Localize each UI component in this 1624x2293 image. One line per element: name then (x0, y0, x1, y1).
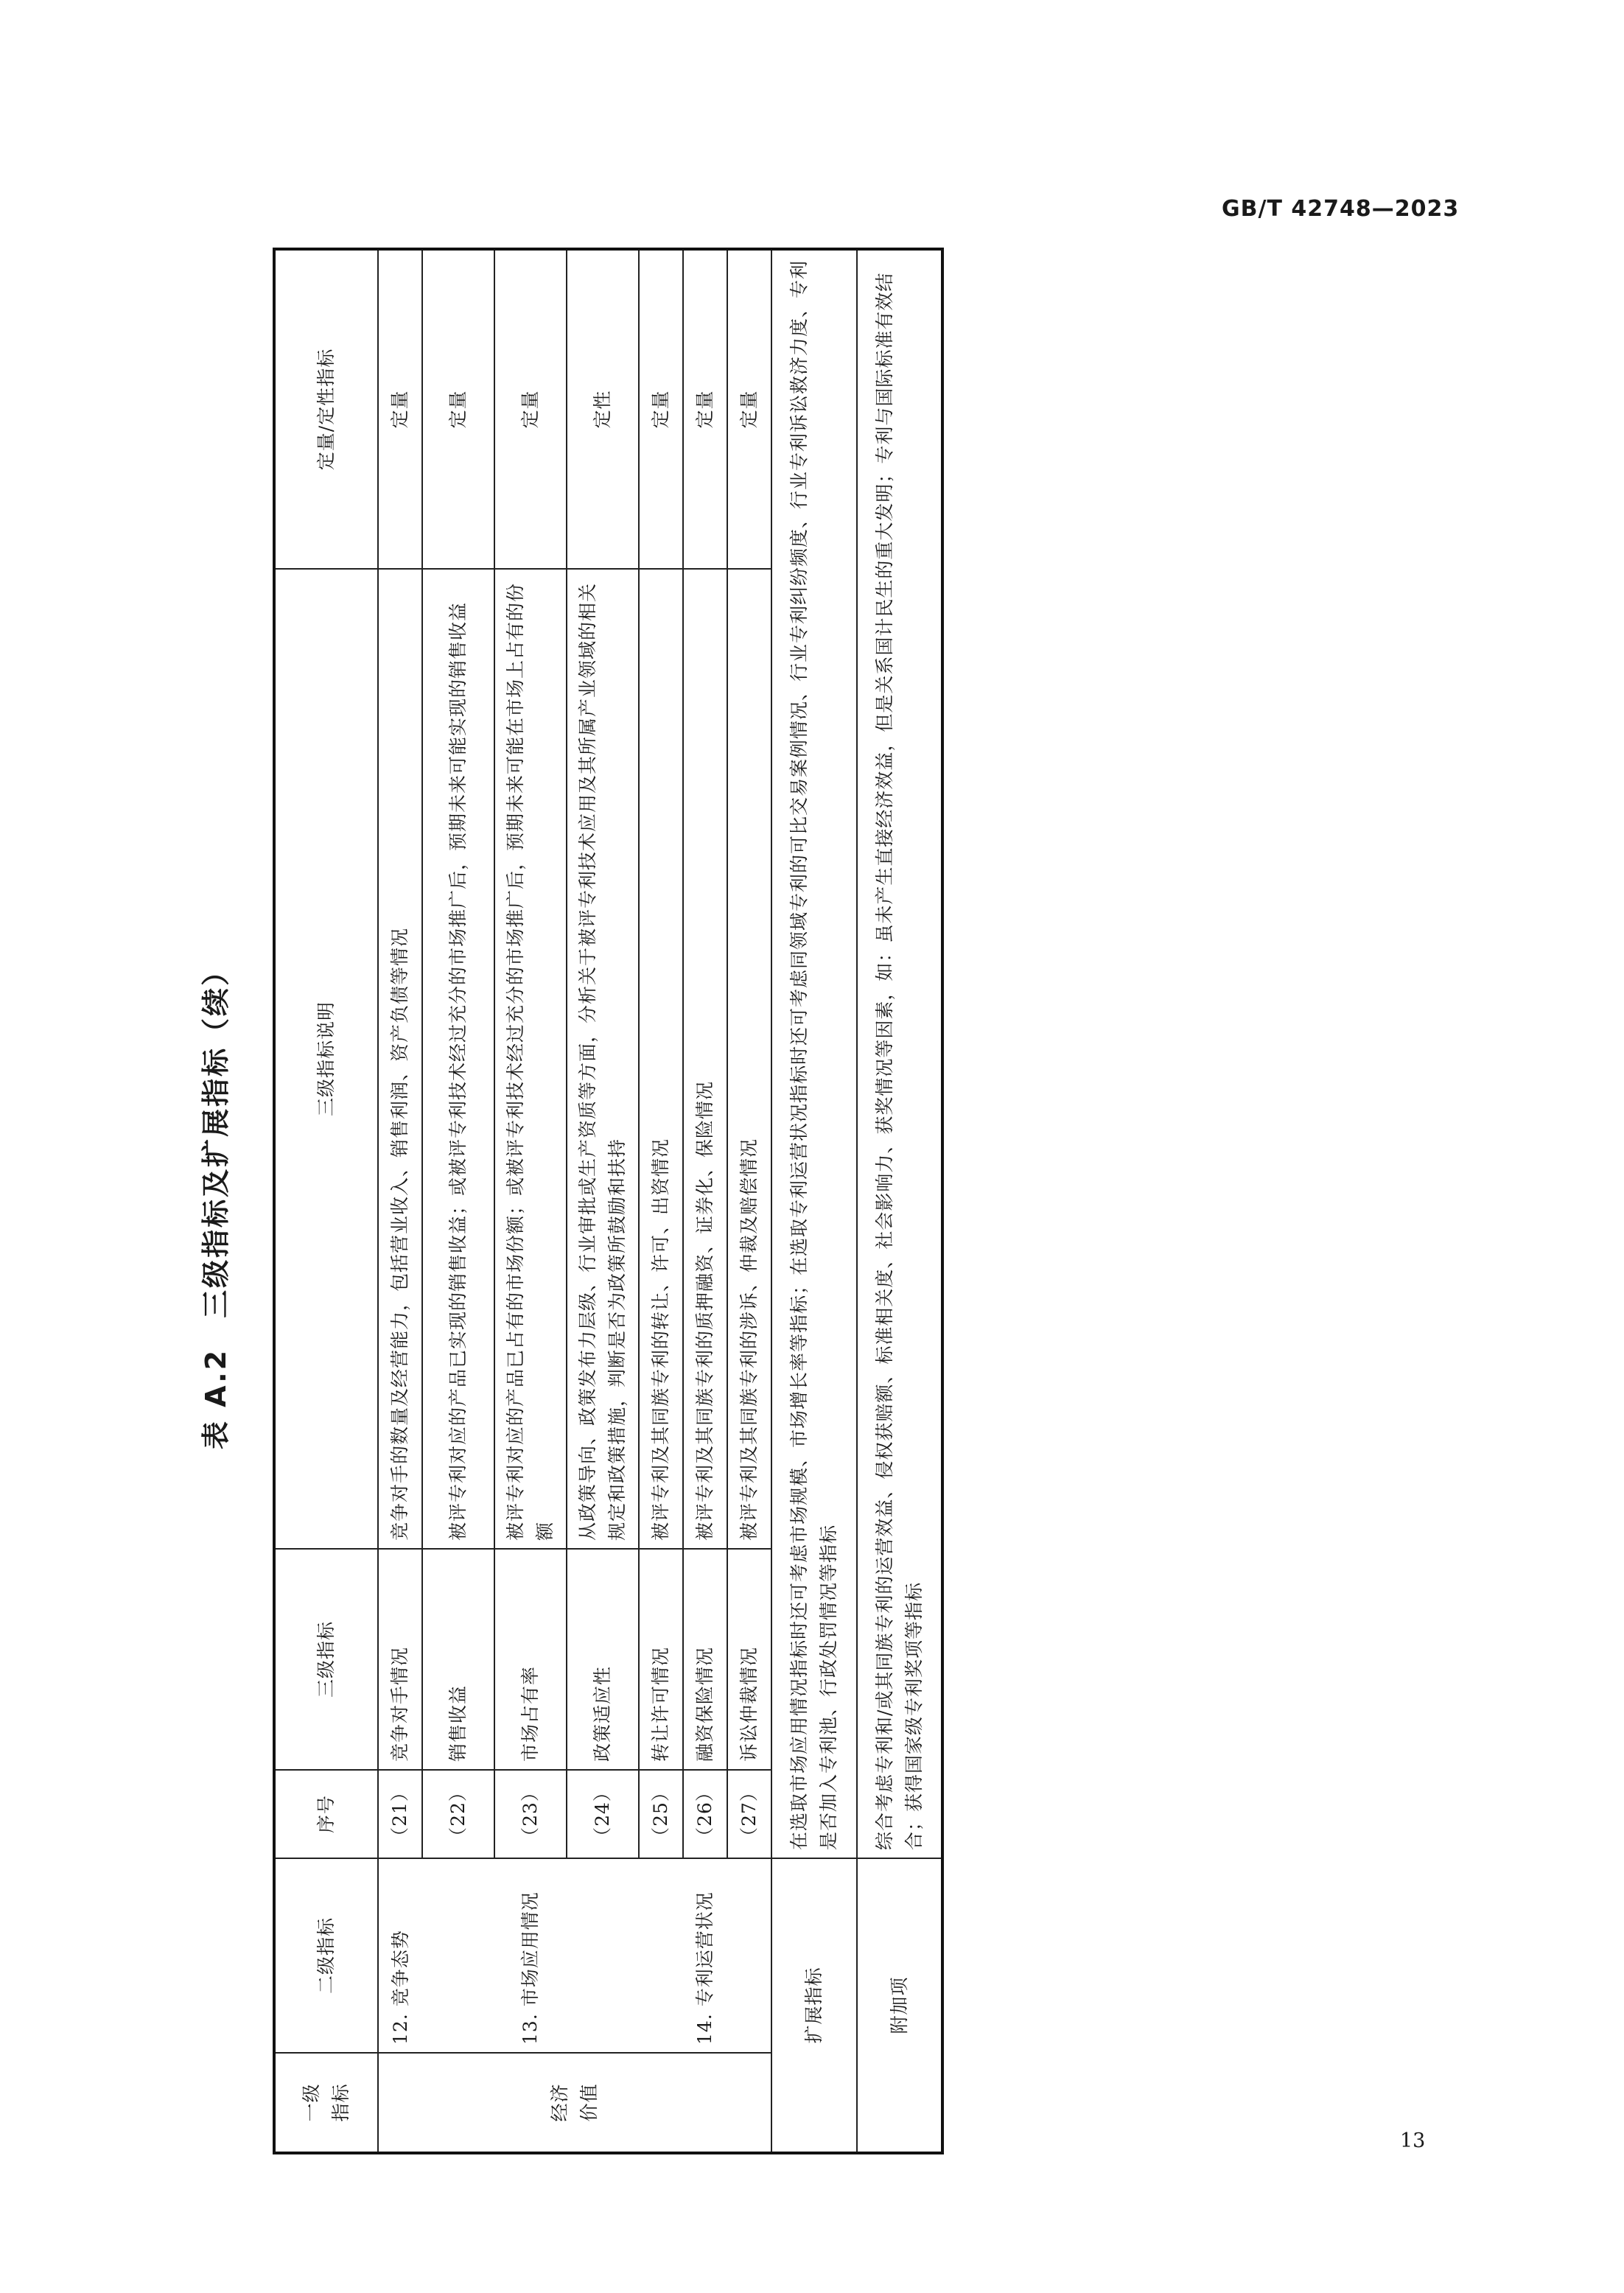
level3-cell: 政策适应性 (567, 1549, 639, 1770)
header-seq: 序号 (274, 1770, 378, 1858)
seq-cell: （27） (727, 1770, 771, 1858)
type-cell: 定量 (378, 249, 422, 569)
rotated-table-region (200, 251, 1076, 2154)
header-desc: 三级指标说明 (274, 569, 378, 1549)
table-caption: 表 A.2 三级指标及扩展指标（续） (200, 955, 232, 1450)
additional-label: 附加项 (857, 1858, 942, 2153)
type-cell: 定量 (683, 249, 727, 569)
table-row (683, 249, 727, 2153)
group-spacer (567, 1858, 639, 2053)
type-cell: 定量 (494, 249, 567, 569)
extension-label: 扩展指标 (771, 1858, 857, 2153)
type-cell: 定量 (727, 249, 771, 569)
extension-row (771, 249, 857, 2153)
desc-cell: 被评专利对应的产品已实现的销售收益；或被评专利技术经过充分的市场推广后，预期未来可能实现的销售收益 (422, 569, 494, 1549)
group-spacer (422, 1858, 494, 2053)
table-row (727, 249, 771, 2153)
type-cell: 定性 (567, 249, 639, 569)
indicator-table (273, 248, 944, 2154)
level3-cell: 市场占有率 (494, 1549, 567, 1770)
type-cell: 定量 (639, 249, 683, 569)
desc-cell: 被评专利及其同族专利的转让、许可、出资情况 (639, 569, 683, 1549)
table-row (494, 249, 567, 2153)
desc-cell: 被评专利对应的产品已占有的市场份额；或被评专利技术经过充分的市场推广后，预期未来可能在市场上占有的份额 (494, 569, 567, 1549)
header-level2: 二级指标 (274, 1858, 378, 2053)
table-header-row (274, 249, 378, 2153)
seq-cell: （24） (567, 1770, 639, 1858)
standard-number: GB/T 42748—2023 (1222, 196, 1460, 222)
seq-cell: （26） (683, 1770, 727, 1858)
extension-text: 在选取市场应用情况指标时还可考虑市场规模、市场增长率等指标；在选取专利运营状况指标时还可考虑同领域专利的可比交易案例情况、行业专利纠纷频度、行业专利诉讼救济力度、专利是否加入专利池、行政处罚情况等指标 (771, 249, 857, 1858)
group-label-13: 13. 市场应用情况 (494, 1858, 567, 2053)
header-level3: 三级指标 (274, 1549, 378, 1770)
group-spacer (639, 1858, 683, 2053)
page-number: 13 (1400, 2129, 1426, 2152)
additional-row (857, 249, 942, 2153)
header-type: 定量/定性指标 (274, 249, 378, 569)
seq-cell: （23） (494, 1770, 567, 1858)
seq-cell: （25） (639, 1770, 683, 1858)
desc-cell: 竞争对手的数量及经营能力，包括营业收入、销售利润、资产负债等情况 (378, 569, 422, 1549)
seq-cell: （21） (378, 1770, 422, 1858)
desc-cell: 被评专利及其同族专利的涉诉、仲裁及赔偿情况 (727, 569, 771, 1549)
group-label-12: 12. 竞争态势 (378, 1858, 422, 2053)
group-label-14: 14. 专利运营状况 (683, 1858, 727, 2053)
header-level1: 一级 指标 (274, 2053, 378, 2153)
table-row (378, 249, 422, 2153)
type-cell: 定量 (422, 249, 494, 569)
group-spacer (727, 1858, 771, 2053)
table-row (422, 249, 494, 2153)
level3-cell: 销售收益 (422, 1549, 494, 1770)
level3-cell: 转让许可情况 (639, 1549, 683, 1770)
level3-cell: 诉讼仲裁情况 (727, 1549, 771, 1770)
level1-cell: 经济 价值 (378, 2053, 771, 2153)
table-row (639, 249, 683, 2153)
level3-cell: 竞争对手情况 (378, 1549, 422, 1770)
level3-cell: 融资保险情况 (683, 1549, 727, 1770)
seq-cell: （22） (422, 1770, 494, 1858)
desc-cell: 从政策导向、政策发布力层级、行业审批或生产资质等方面，分析关于被评专利技术应用及其所属产业领域的相关规定和政策措施，判断是否为政策所鼓励和扶持 (567, 569, 639, 1549)
desc-cell: 被评专利及其同族专利的质押融资、证券化、保险情况 (683, 569, 727, 1549)
additional-text: 综合考虑专利和/或其同族专利的运营效益、侵权获赔额、标准相关度、社会影响力、获奖情况等因素，如：虽未产生直接经济效益，但是关系国计民生的重大发明；专利与国际标准有效结合；获得国家级专利奖项等指标 (857, 249, 942, 1858)
table-row (567, 249, 639, 2153)
